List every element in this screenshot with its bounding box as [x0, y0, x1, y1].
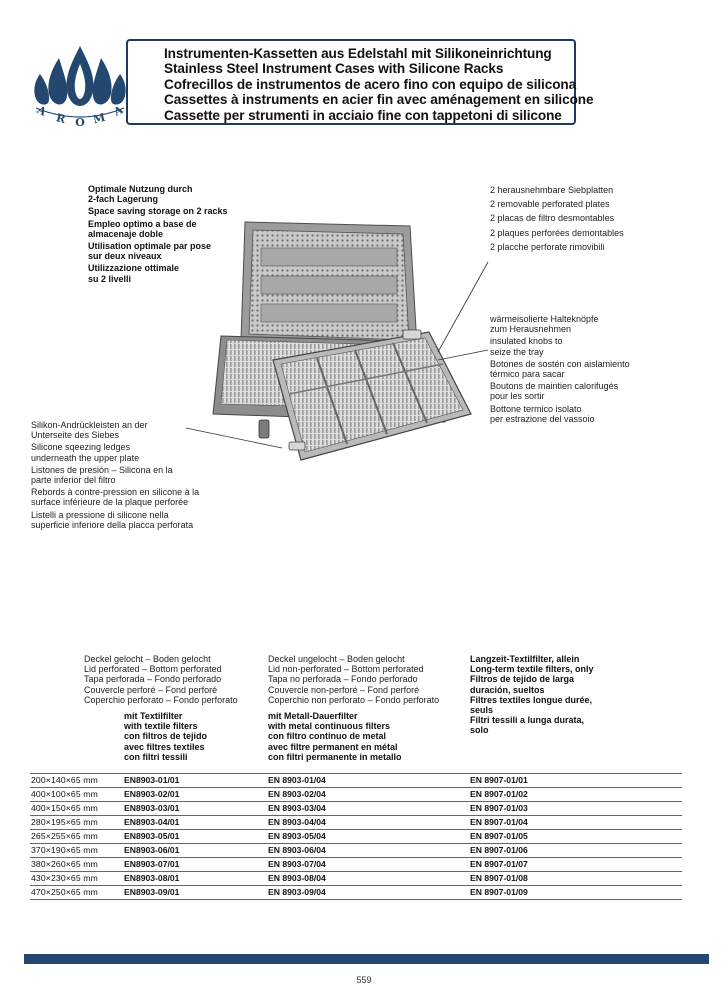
header-line: duración, sueltos	[470, 684, 545, 695]
table-row	[30, 858, 682, 872]
caption-line: insulated knobs to	[490, 336, 563, 347]
caption-line: su 2 livelli	[88, 273, 132, 284]
caption-line: Botones de sostén con aislamiento	[490, 358, 630, 369]
table-row	[30, 802, 682, 816]
caption-line: 2 placas de filtro desmontables	[490, 213, 615, 224]
caption-line: sur deux niveaux	[88, 251, 162, 262]
article-number-cell: EN 8903-07/04	[268, 859, 326, 869]
article-number-cell: EN 8903-09/04	[268, 887, 326, 897]
caption-line: 2 plaques perforées demontables	[490, 227, 624, 238]
caption-line: Optimale Nutzung durch	[88, 184, 193, 194]
header-line: con filtri tessili	[124, 751, 188, 762]
header-line: with metal continuous filters	[268, 721, 391, 732]
caption-line: 2 herausnehmbare Siebplatten	[490, 185, 614, 195]
header-line: Deckel ungelocht – Boden gelocht	[268, 654, 405, 664]
header-line: con filtri permanente in metallo	[268, 751, 402, 762]
header-line: mit Textilfilter	[124, 711, 183, 721]
dimension-cell: 470×250×65 mm	[31, 887, 98, 897]
page-number: 559	[356, 975, 372, 985]
caption-line: Space saving storage on 2 racks	[88, 206, 228, 217]
knobs-caption	[490, 314, 690, 426]
header-line: Filtros de tejido de larga	[470, 674, 575, 685]
caption-line: Utilisation optimale par pose	[88, 241, 212, 252]
svg-text:M: M	[91, 110, 107, 127]
caption-line: 2-fach Lagerung	[88, 194, 159, 205]
column-header-longterm-filters	[470, 654, 620, 736]
header-line: Couvercle non-perforé – Fond perforé	[268, 684, 420, 695]
article-number-cell: EN 8907-01/01	[470, 775, 528, 785]
article-number-cell: EN8903-01/01	[124, 775, 180, 785]
header-line: avec filtre permanent en métal	[268, 741, 398, 752]
article-number-cell: EN 8907-01/05	[470, 831, 528, 841]
header-line: seuls	[470, 705, 494, 716]
aroma-logo	[30, 42, 130, 128]
product-table	[30, 773, 682, 900]
column-subheader-textile	[124, 711, 207, 762]
caption-line: zum Herausnehmen	[490, 324, 572, 335]
table-row	[30, 886, 682, 900]
header-line: Long-term textile filters, only	[470, 664, 594, 675]
article-number-cell: EN8903-02/01	[124, 789, 180, 799]
caption-line: Silikon-Andrückleisten an der	[31, 420, 148, 430]
table-row	[30, 788, 682, 802]
title-line-fr: Cassettes à instruments en acier fin avec aménagement en silicone	[164, 92, 594, 108]
header-line: con filtros de tejido	[124, 731, 208, 742]
header-line: avec filtres textiles	[124, 741, 205, 752]
article-number-cell: EN 8907-01/02	[470, 789, 528, 799]
header-line: Coperchio perforato – Fondo perforato	[84, 694, 238, 705]
title-line-it: Cassette per strumenti in acciaio fine con tappetoni di silicone	[164, 107, 562, 123]
title-box	[126, 39, 594, 125]
title-line-es: Cofrecillos de instrumentos de acero fino con equipo de silicona	[164, 76, 577, 92]
header-line: Filtres textiles longue durée,	[470, 694, 593, 705]
caption-line: superficie inferiore della placca perforata	[31, 519, 194, 530]
caption-line: 2 placche perforate rimovibili	[490, 241, 605, 252]
header-line: con filtro continuo de metal	[268, 731, 387, 742]
article-number-cell: EN 8903-06/04	[268, 845, 326, 855]
article-number-cell: EN 8903-03/04	[268, 803, 326, 813]
header-line: Lid non-perforated – Bottom perforated	[268, 664, 424, 675]
article-number-cell: EN8903-09/01	[124, 887, 180, 897]
header-line: mit Metall-Dauerfilter	[268, 711, 358, 721]
article-number-cell: EN 8907-01/04	[470, 817, 528, 827]
svg-text:R: R	[54, 111, 67, 127]
column-header-perforated	[84, 654, 238, 705]
article-number-cell: EN 8907-01/03	[470, 803, 528, 813]
header-line: with textile filters	[124, 721, 198, 732]
article-number-cell: EN 8903-08/04	[268, 873, 326, 883]
footer-bar	[24, 954, 709, 964]
caption-line: Boutons de maintien calorifugés	[490, 381, 619, 392]
dimension-cell: 370×190×65 mm	[31, 845, 98, 855]
article-number-cell: EN 8907-01/07	[470, 859, 528, 869]
header-line: Tapa perforada – Fondo perforado	[84, 674, 222, 685]
table-row	[30, 774, 682, 788]
caption-line: Unterseite des Siebes	[31, 430, 120, 441]
article-number-cell: EN 8907-01/06	[470, 845, 528, 855]
article-number-cell: EN 8903-04/04	[268, 817, 326, 827]
svg-text:O: O	[75, 116, 85, 128]
instrument-case-photo	[205, 218, 487, 468]
table-row	[30, 872, 682, 886]
plates-caption	[490, 185, 690, 254]
header-line: Langzeit-Textilfilter, allein	[470, 654, 580, 664]
title-line-en: Stainless Steel Instrument Cases with Silicone Racks	[164, 61, 504, 77]
article-number-cell: EN8903-06/01	[124, 845, 180, 855]
table-row	[30, 830, 682, 844]
column-subheader-metal	[268, 711, 402, 762]
table-row	[30, 816, 682, 830]
caption-line: Empleo optimo a base de	[88, 218, 197, 229]
article-number-cell: EN8903-08/01	[124, 873, 180, 883]
article-number-cell: EN8903-05/01	[124, 831, 180, 841]
caption-line: Rebords à contre-pression en silicone à la	[31, 487, 200, 498]
header-line: Coperchio non perforato – Fondo perforato	[268, 694, 440, 705]
article-number-cell: EN8903-07/01	[124, 859, 180, 869]
caption-line: surface inférieure de la plaque perforée	[31, 497, 189, 508]
caption-line: underneath the upper plate	[31, 452, 140, 463]
dimension-cell: 280×195×65 mm	[31, 817, 98, 827]
header-line: Lid perforated – Bottom perforated	[84, 664, 222, 675]
dimension-cell: 400×100×65 mm	[31, 789, 98, 799]
table-row	[30, 844, 682, 858]
svg-text:A: A	[34, 103, 49, 119]
caption-line: Listelli a pressione di silicone nella	[31, 509, 169, 520]
caption-line: almacenaje doble	[88, 228, 164, 239]
title-line-de: Instrumenten-Kassetten aus Edelstahl mit Silikoneinrichtung	[164, 46, 552, 61]
dimension-cell: 380×260×65 mm	[31, 859, 98, 869]
article-number-cell: EN 8907-01/09	[470, 887, 528, 897]
column-header-non-perforated	[268, 654, 439, 705]
article-number-cell: EN 8903-02/04	[268, 789, 326, 799]
caption-line: Silicone sqeezing ledges	[31, 442, 131, 453]
caption-line: Utilizzazione ottimale	[88, 263, 180, 274]
header-line: Couvercle perforé – Fond perforé	[84, 684, 218, 695]
svg-text:A: A	[111, 103, 126, 119]
header-line: solo	[470, 725, 489, 736]
article-number-cell: EN 8903-05/04	[268, 831, 326, 841]
header-line: Tapa no perforada – Fondo perforado	[268, 674, 418, 685]
header-line: Deckel gelocht – Boden gelocht	[84, 654, 211, 664]
caption-line: wärmeisolierte Halteknöpfe	[490, 314, 599, 324]
caption-line: pour les sortir	[490, 391, 545, 402]
dimension-cell: 200×140×65 mm	[31, 775, 98, 785]
article-number-cell: EN8903-04/01	[124, 817, 180, 827]
caption-line: per estrazione del vassoio	[490, 413, 595, 424]
caption-line: seize the tray	[490, 346, 544, 357]
article-number-cell: EN 8903-01/04	[268, 775, 326, 785]
article-number-cell: EN 8907-01/08	[470, 873, 528, 883]
header-line: Filtri tessili a lunga durata,	[470, 715, 585, 726]
article-number-cell: EN8903-03/01	[124, 803, 180, 813]
caption-line: Bottone termico isolato	[490, 403, 582, 414]
caption-line: parte inferior del filtro	[31, 475, 116, 486]
dimension-cell: 265×255×65 mm	[31, 831, 98, 841]
dimension-cell: 400×150×65 mm	[31, 803, 98, 813]
caption-line: 2 removable perforated plates	[490, 199, 610, 210]
caption-line: térmico para sacar	[490, 369, 565, 380]
caption-line: Listones de presión – Silicona en la	[31, 464, 173, 475]
dimension-cell: 430×230×65 mm	[31, 873, 98, 883]
